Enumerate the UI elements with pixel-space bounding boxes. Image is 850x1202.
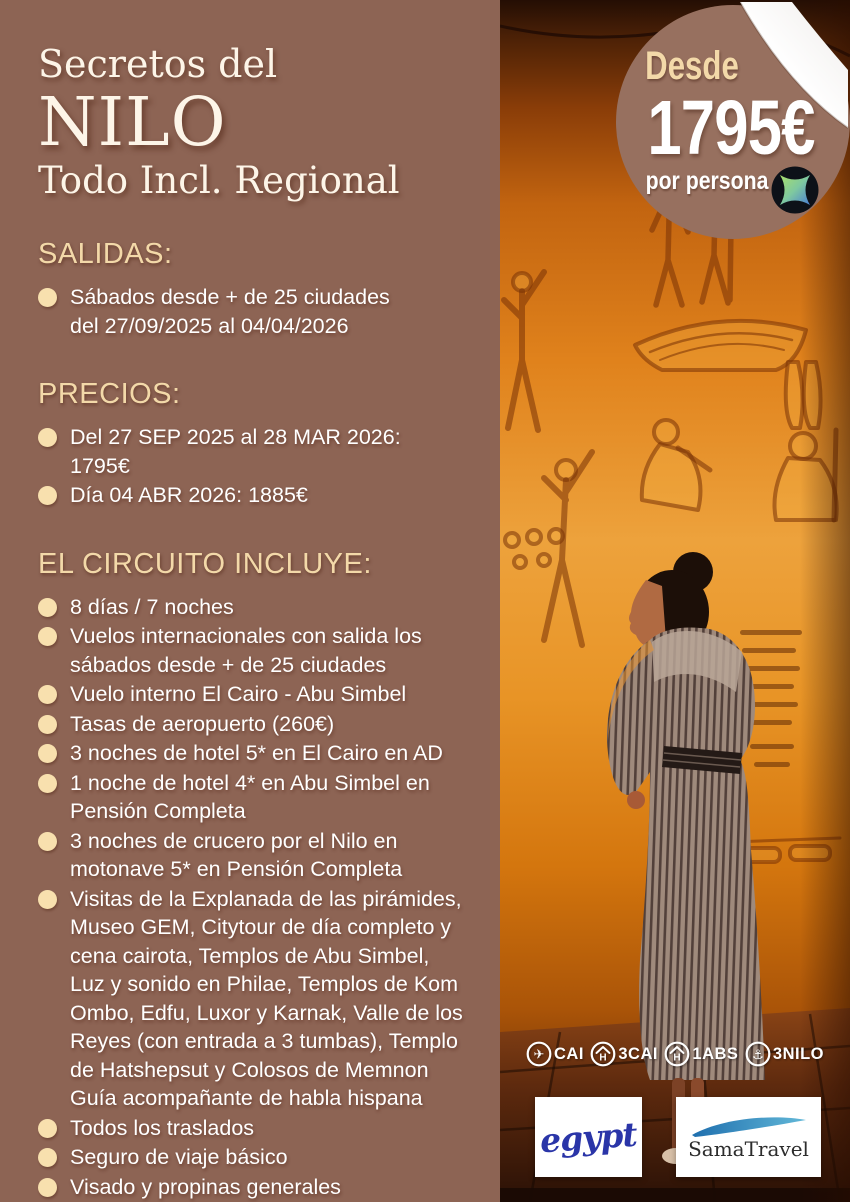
itinerary-hotel-abusimbel bbox=[664, 1041, 738, 1067]
anchor-icon bbox=[745, 1041, 771, 1067]
section-salidas bbox=[38, 238, 466, 340]
bullet-icon bbox=[38, 685, 57, 704]
list-item bbox=[38, 680, 466, 709]
bullet-icon bbox=[38, 774, 57, 793]
samatravel-logo-text: SamaTravel bbox=[688, 1137, 809, 1161]
list-item bbox=[38, 1173, 466, 1202]
bullet-icon bbox=[38, 715, 57, 734]
list-item-text: Vuelos internacionales con salida los sábados desde + de 25 ciudades bbox=[70, 624, 422, 677]
title-line3: Todo Incl. Regional bbox=[38, 159, 400, 202]
list-item-text: Tasas de aeropuerto (260€) bbox=[70, 711, 335, 736]
list-item bbox=[38, 769, 466, 826]
list-item bbox=[38, 827, 466, 884]
badge-price: 1795€ bbox=[647, 85, 815, 171]
list-item-text: Visado y propinas generales bbox=[70, 1174, 341, 1199]
svg-text:H: H bbox=[673, 1052, 682, 1064]
itinerary-label: 3CAI bbox=[618, 1044, 658, 1063]
plane-icon bbox=[526, 1041, 552, 1067]
itinerary-row bbox=[526, 1038, 824, 1070]
section-precios bbox=[38, 378, 466, 510]
badge-per-person-label: por persona bbox=[645, 167, 769, 195]
list-item bbox=[38, 710, 466, 739]
bullet-icon bbox=[38, 428, 57, 447]
list-item bbox=[38, 622, 466, 679]
itinerary-cruise bbox=[745, 1041, 824, 1067]
itinerary-label: 3NILO bbox=[772, 1044, 824, 1063]
bullet-icon bbox=[38, 486, 57, 505]
title-line1: Secretos del bbox=[38, 42, 278, 86]
list-item-text: 3 noches de hotel 5* en El Cairo en AD bbox=[70, 741, 443, 765]
hotel-icon bbox=[664, 1041, 690, 1067]
circuito-heading: EL CIRCUITO INCLUYE: bbox=[38, 547, 372, 580]
bullet-icon bbox=[38, 1119, 57, 1138]
list-item-text: Vuelo interno El Cairo - Abu Simbel bbox=[70, 682, 407, 706]
list-item-text: Visitas de la Explanada de las pirámides, Museo GEM, Citytour de día completo y cena cairota, Templos de Abu Simbel, Luz y sonido en Philae, Templos de Kom Ombo, Edfu, Luxor y Karnak, Valle de los Reyes (con entrada a 3 tumbas), Templo de Hatshepsut y Colosos de Memnon Guía acompañante de habla hispana bbox=[70, 886, 463, 1110]
list-item bbox=[38, 283, 466, 340]
list-item-text: Sábados desde + de 25 ciudades del 27/09/2025 al 04/04/2026 bbox=[70, 285, 390, 338]
page-title: NILO bbox=[38, 83, 227, 161]
badge-desde-label: Desde bbox=[645, 44, 739, 88]
bullet-icon bbox=[38, 288, 57, 307]
itinerary-label: 1ABS bbox=[692, 1044, 739, 1063]
egypt-logo bbox=[535, 1097, 642, 1177]
list-item bbox=[38, 1143, 466, 1172]
list-item-text: 1 noche de hotel 4* en Abu Simbel en Pensión Completa bbox=[70, 770, 430, 823]
bullet-icon bbox=[38, 744, 57, 763]
bullet-icon bbox=[38, 832, 57, 851]
list-item bbox=[38, 593, 466, 622]
swoosh-icon bbox=[688, 1113, 810, 1139]
samatravel-logo bbox=[676, 1097, 821, 1177]
itinerary-flight bbox=[526, 1041, 584, 1067]
price-badge bbox=[612, 0, 850, 242]
list-item-text: Todos los traslados bbox=[70, 1115, 255, 1140]
precios-heading: PRECIOS: bbox=[38, 378, 181, 410]
svg-text:H: H bbox=[599, 1052, 607, 1064]
list-item-text: Día 04 ABR 2026: 1885€ bbox=[70, 483, 308, 507]
title-block bbox=[38, 42, 466, 204]
list-item-text: 8 días / 7 noches bbox=[70, 594, 234, 619]
list-item bbox=[38, 885, 466, 1113]
bullet-icon bbox=[38, 1178, 57, 1197]
bullet-icon bbox=[38, 598, 57, 617]
egypt-logo-text: egypt bbox=[538, 1114, 639, 1160]
itinerary-label: CAI bbox=[554, 1044, 584, 1063]
bullet-icon bbox=[38, 627, 57, 646]
list-item-text: Seguro de viaje básico bbox=[70, 1145, 288, 1169]
list-item-text: 3 noches de crucero por el Nilo en motonave 5* en Pensión Completa bbox=[70, 828, 403, 881]
list-item-text: Del 27 SEP 2025 al 28 MAR 2026: 1795€ bbox=[70, 425, 401, 478]
bullet-icon bbox=[38, 1148, 57, 1167]
svg-text:✈: ✈ bbox=[533, 1047, 545, 1063]
list-item bbox=[38, 481, 466, 510]
list-item bbox=[38, 739, 466, 768]
itinerary-hotel-cairo bbox=[590, 1041, 658, 1067]
salidas-heading: SALIDAS: bbox=[38, 238, 173, 270]
section-circuito bbox=[38, 548, 466, 1202]
list-item bbox=[38, 423, 466, 480]
bullet-icon bbox=[38, 890, 57, 909]
hotel-icon bbox=[590, 1041, 616, 1067]
list-item bbox=[38, 1114, 466, 1143]
svg-text:⚓: ⚓ bbox=[752, 1048, 764, 1063]
